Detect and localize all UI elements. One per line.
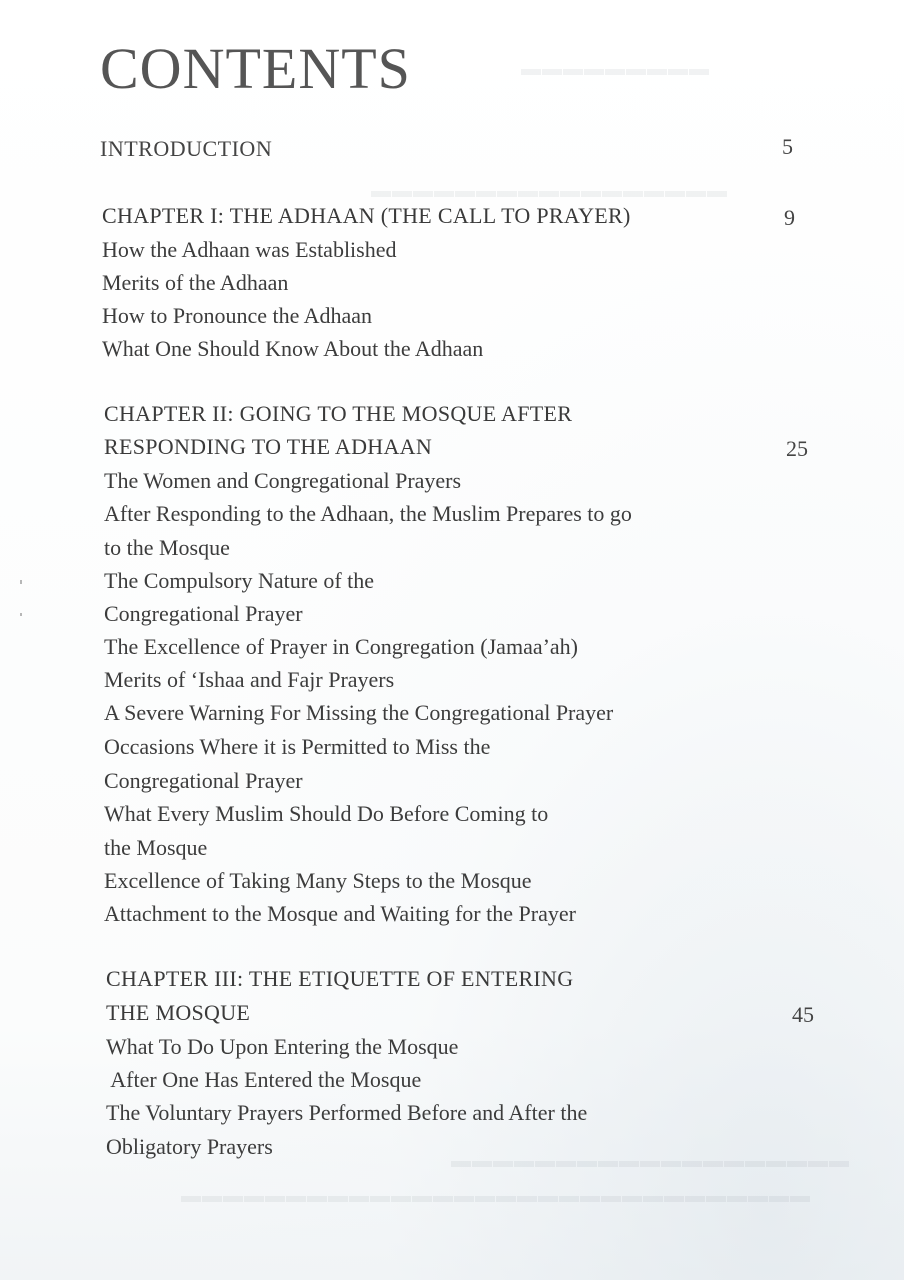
toc-entry-cont[interactable]: Congregational Prayer xyxy=(104,768,303,793)
toc-chapter-heading[interactable]: CHAPTER I: THE ADHAAN (THE CALL TO PRAYER) xyxy=(102,203,631,228)
toc-page-number: 9 xyxy=(784,205,795,230)
toc-introduction[interactable]: INTRODUCTION xyxy=(100,136,273,161)
bleed-through-text: ▬▬▬▬▬▬▬▬▬▬▬▬▬▬▬▬▬ xyxy=(370,180,727,202)
scan-speck xyxy=(20,580,22,584)
toc-entry-cont[interactable]: the Mosque xyxy=(104,835,208,860)
toc-entry[interactable]: What One Should Know About the Adhaan xyxy=(102,336,484,361)
toc-entry[interactable]: The Compulsory Nature of the xyxy=(104,568,375,593)
toc-entry[interactable]: How the Adhaan was Established xyxy=(102,237,397,262)
toc-entry[interactable]: A Severe Warning For Missing the Congregational Prayer xyxy=(104,700,614,725)
toc-entry[interactable]: The Voluntary Prayers Performed Before and After the xyxy=(106,1100,588,1125)
toc-entry[interactable]: Merits of ‘Ishaa and Fajr Prayers xyxy=(104,667,395,692)
toc-chapter-heading-cont[interactable]: RESPONDING TO THE ADHAAN xyxy=(104,434,433,459)
toc-entry[interactable]: Attachment to the Mosque and Waiting for the Prayer xyxy=(104,901,576,926)
bleed-through-text: ▬▬▬▬▬▬▬▬▬ xyxy=(520,58,709,80)
toc-entry[interactable]: After Responding to the Adhaan, the Muslim Prepares to go xyxy=(104,501,632,526)
toc-entry[interactable]: What To Do Upon Entering the Mosque xyxy=(106,1034,459,1059)
toc-page-number: 5 xyxy=(782,134,793,159)
toc-entry-cont[interactable]: to the Mosque xyxy=(104,535,230,560)
scan-speck xyxy=(20,613,22,616)
toc-entry[interactable]: What Every Muslim Should Do Before Coming to xyxy=(104,801,549,826)
toc-entry[interactable]: The Women and Congregational Prayers xyxy=(104,468,462,493)
toc-entry[interactable]: Excellence of Taking Many Steps to the Mosque xyxy=(104,868,532,893)
toc-entry[interactable]: After One Has Entered the Mosque xyxy=(106,1067,422,1092)
page-title: CONTENTS xyxy=(100,36,411,101)
bleed-through-text: ▬▬▬▬▬▬▬▬▬▬▬▬▬▬▬▬▬▬▬ xyxy=(450,1150,849,1172)
toc-page-number: 25 xyxy=(786,436,808,461)
toc-chapter-heading[interactable]: CHAPTER III: THE ETIQUETTE OF ENTERING xyxy=(106,966,574,991)
bleed-through-text: ▬▬▬▬▬▬▬▬▬▬▬▬▬▬▬▬▬▬▬▬▬▬▬▬▬▬▬▬▬▬ xyxy=(180,1185,810,1207)
toc-chapter-heading[interactable]: CHAPTER II: GOING TO THE MOSQUE AFTER xyxy=(104,401,573,426)
toc-entry[interactable]: The Excellence of Prayer in Congregation (Jamaa’ah) xyxy=(104,634,579,659)
toc-chapter-heading-cont[interactable]: THE MOSQUE xyxy=(106,1000,251,1025)
toc-page-number: 45 xyxy=(792,1002,814,1027)
toc-entry[interactable]: How to Pronounce the Adhaan xyxy=(102,303,373,328)
toc-entry-cont[interactable]: Congregational Prayer xyxy=(104,601,303,626)
toc-entry[interactable]: Merits of the Adhaan xyxy=(102,270,289,295)
toc-entry[interactable]: Occasions Where it is Permitted to Miss the xyxy=(104,734,491,759)
toc-entry-cont[interactable]: Obligatory Prayers xyxy=(106,1134,273,1159)
